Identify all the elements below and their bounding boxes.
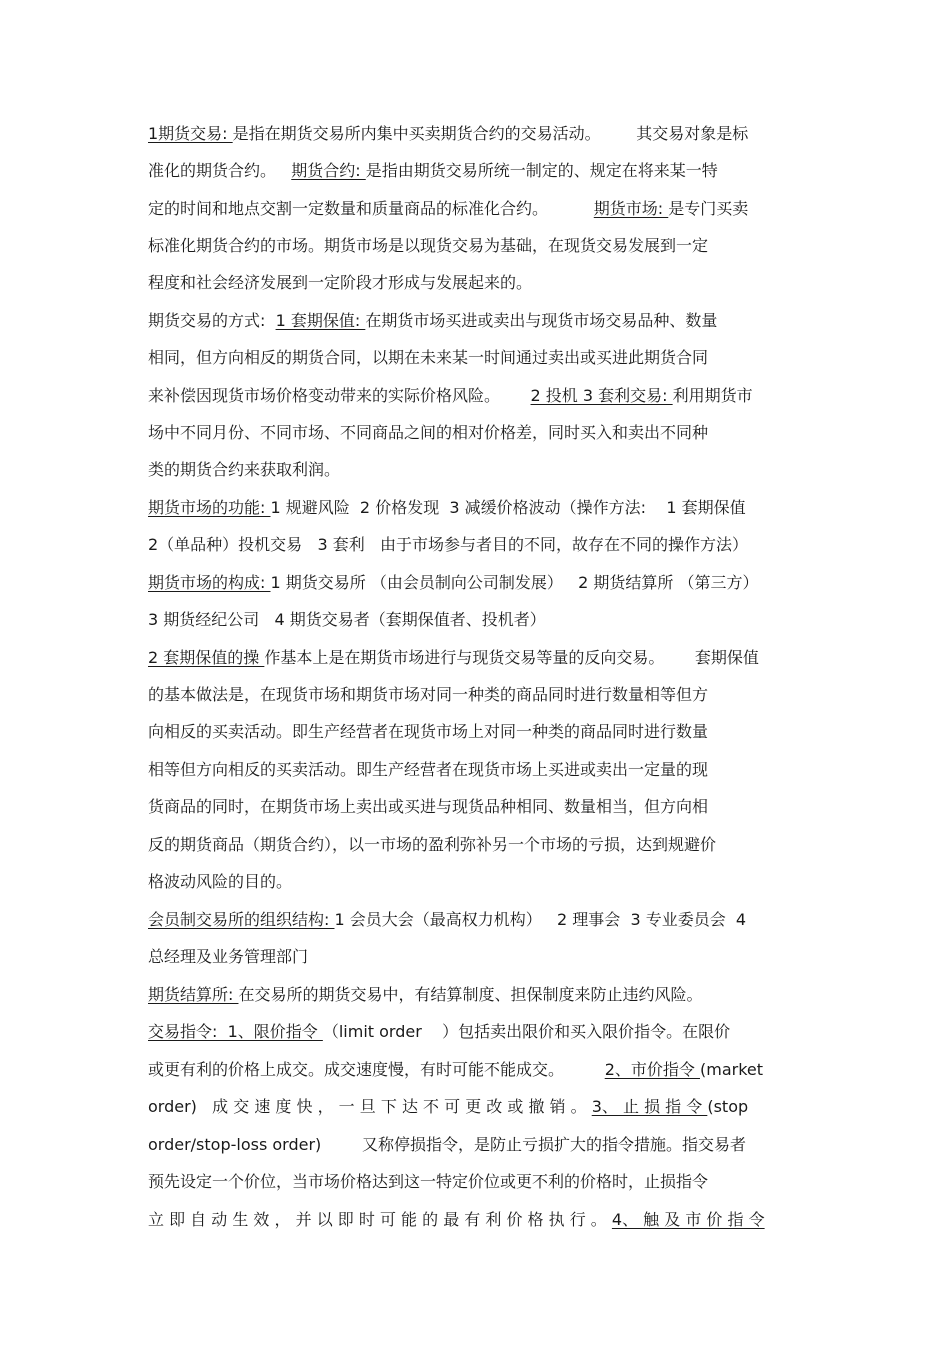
text-line: 反的期货商品（期货合约），以一市场的盈利弥补另一个市场的亏损，达到规避价: [148, 835, 717, 854]
text-line: 的基本做法是，在现货市场和期货市场对同一种类的商品同时进行数量相等但方: [148, 685, 709, 704]
term-market-functions: 期货市场的功能:: [148, 498, 271, 517]
text-line: 来补偿因现货市场价格变动带来的实际价格风险。 2 投机 3 套利交易: 利用期货市: [148, 386, 753, 405]
text-line: 期货结算所: 在交易所的期货交易中，有结算制度、担保制度来防止违约风险。: [148, 985, 703, 1004]
text-line: 立 即 自 动 生 效 ， 并 以 即 时 可 能 的 最 有 利 价 格 执 行 。 4、 触 及 市 价 指 令: [148, 1210, 765, 1229]
text-line: 期货市场的功能: 1 规避风险 2 价格发现 3 减缓价格波动（操作方法: 1 套期保值: [148, 498, 746, 517]
text-line: 期货市场的构成: 1 期货交易所 （由会员制向公司制发展） 2 期货结算所 （第三方）: [148, 573, 759, 592]
term-market-order: 2、市价指令: [604, 1060, 700, 1079]
term-market-composition: 期货市场的构成:: [148, 573, 271, 592]
text-line: 2 套期保值的操 作基本上是在期货市场进行与现货交易等量的反向交易。 套期保值: [148, 648, 759, 667]
text-line: 准化的期货合约。 期货合约: 是指由期货交易所统一制定的、规定在将来某一特: [148, 161, 718, 180]
text-line: 总经理及业务管理部门: [148, 947, 309, 966]
term-member-exchange-structure: 会员制交易所的组织结构:: [148, 910, 335, 929]
text-line: 定的时间和地点交割一定数量和质量商品的标准化合约。 期货市场: 是专门买卖: [148, 199, 749, 218]
text-line: 或更有利的价格上成交。成交速度慢，有时可能不能成交。 2、市价指令 (market: [148, 1060, 764, 1079]
text-line: order/stop-loss order) 又称停损指令，是防止亏损扩大的指令措施。指交易者: [148, 1135, 746, 1154]
text-line: 场中不同月份、不同市场、不同商品之间的相对价格差，同时买入和卖出不同种: [148, 423, 709, 442]
text-line: 货商品的同时，在期货市场上卖出或买进与现货品种相同、数量相当，但方向相: [148, 797, 709, 816]
text-line: 期货交易的方式: 1 套期保值: 在期货市场买进或卖出与现货市场交易品种、数量: [148, 311, 718, 330]
term-clearing-house: 期货结算所:: [148, 985, 239, 1004]
text-line: 3 期货经纪公司 4 期货交易者（套期保值者、投机者）: [148, 610, 546, 629]
term-hedging: 1 套期保值:: [275, 311, 366, 330]
term-futures-trading: 1期货交易:: [148, 124, 233, 143]
term-stop-order: 3、 止 损 指 令: [591, 1097, 708, 1116]
text-line: 向相反的买卖活动。即生产经营者在现货市场上对同一种类的商品同时进行数量: [148, 722, 709, 741]
text-line: 标准化期货合约的市场。期货市场是以现货交易为基础，在现货交易发展到一定: [148, 236, 709, 255]
text-line: 交易指令: 1、限价指令 （limit order ）包括卖出限价和买入限价指令。在限价: [148, 1022, 731, 1041]
term-speculation-arbitrage: 2 投机 3 套利交易:: [530, 386, 673, 405]
term-futures-contract: 期货合约:: [291, 161, 366, 180]
text-line: 程度和社会经济发展到一定阶段才形成与发展起来的。: [148, 273, 533, 292]
text-line: 相同，但方向相反的期货合同，以期在未来某一时间通过卖出或买进此期货合同: [148, 348, 709, 367]
term-futures-market: 期货市场:: [593, 199, 669, 218]
text-line: 预先设定一个价位，当市场价格达到这一特定价位或更不利的价格时，止损指令: [148, 1172, 709, 1191]
text-line: order) 成 交 速 度 快 ， 一 旦 下 达 不 可 更 改 或 撤 销 。 3、 止 损 指 令 (stop: [148, 1097, 749, 1116]
text-line: 1期货交易: 是指在期货交易所内集中买卖期货合约的交易活动。 其交易对象是标: [148, 124, 749, 143]
term-hedging-operation: 2 套期保值的操: [148, 648, 265, 667]
text-line: 会员制交易所的组织结构: 1 会员大会（最高权力机构） 2 理事会 3 专业委员会 4: [148, 910, 747, 929]
text-line: 2（单品种）投机交易 3 套利 由于市场参与者目的不同，故存在不同的操作方法）: [148, 535, 748, 554]
text-line: 类的期货合约来获取利润。: [148, 460, 341, 479]
text-line: 格波动风险的目的。: [148, 872, 293, 891]
text-line: 相等但方向相反的买卖活动。即生产经营者在现货市场上买进或卖出一定量的现: [148, 760, 709, 779]
term-trade-orders: 交易指令: 1、限价指令: [148, 1022, 323, 1041]
term-market-if-touched: 4、 触 及 市 价 指 令: [611, 1210, 765, 1229]
